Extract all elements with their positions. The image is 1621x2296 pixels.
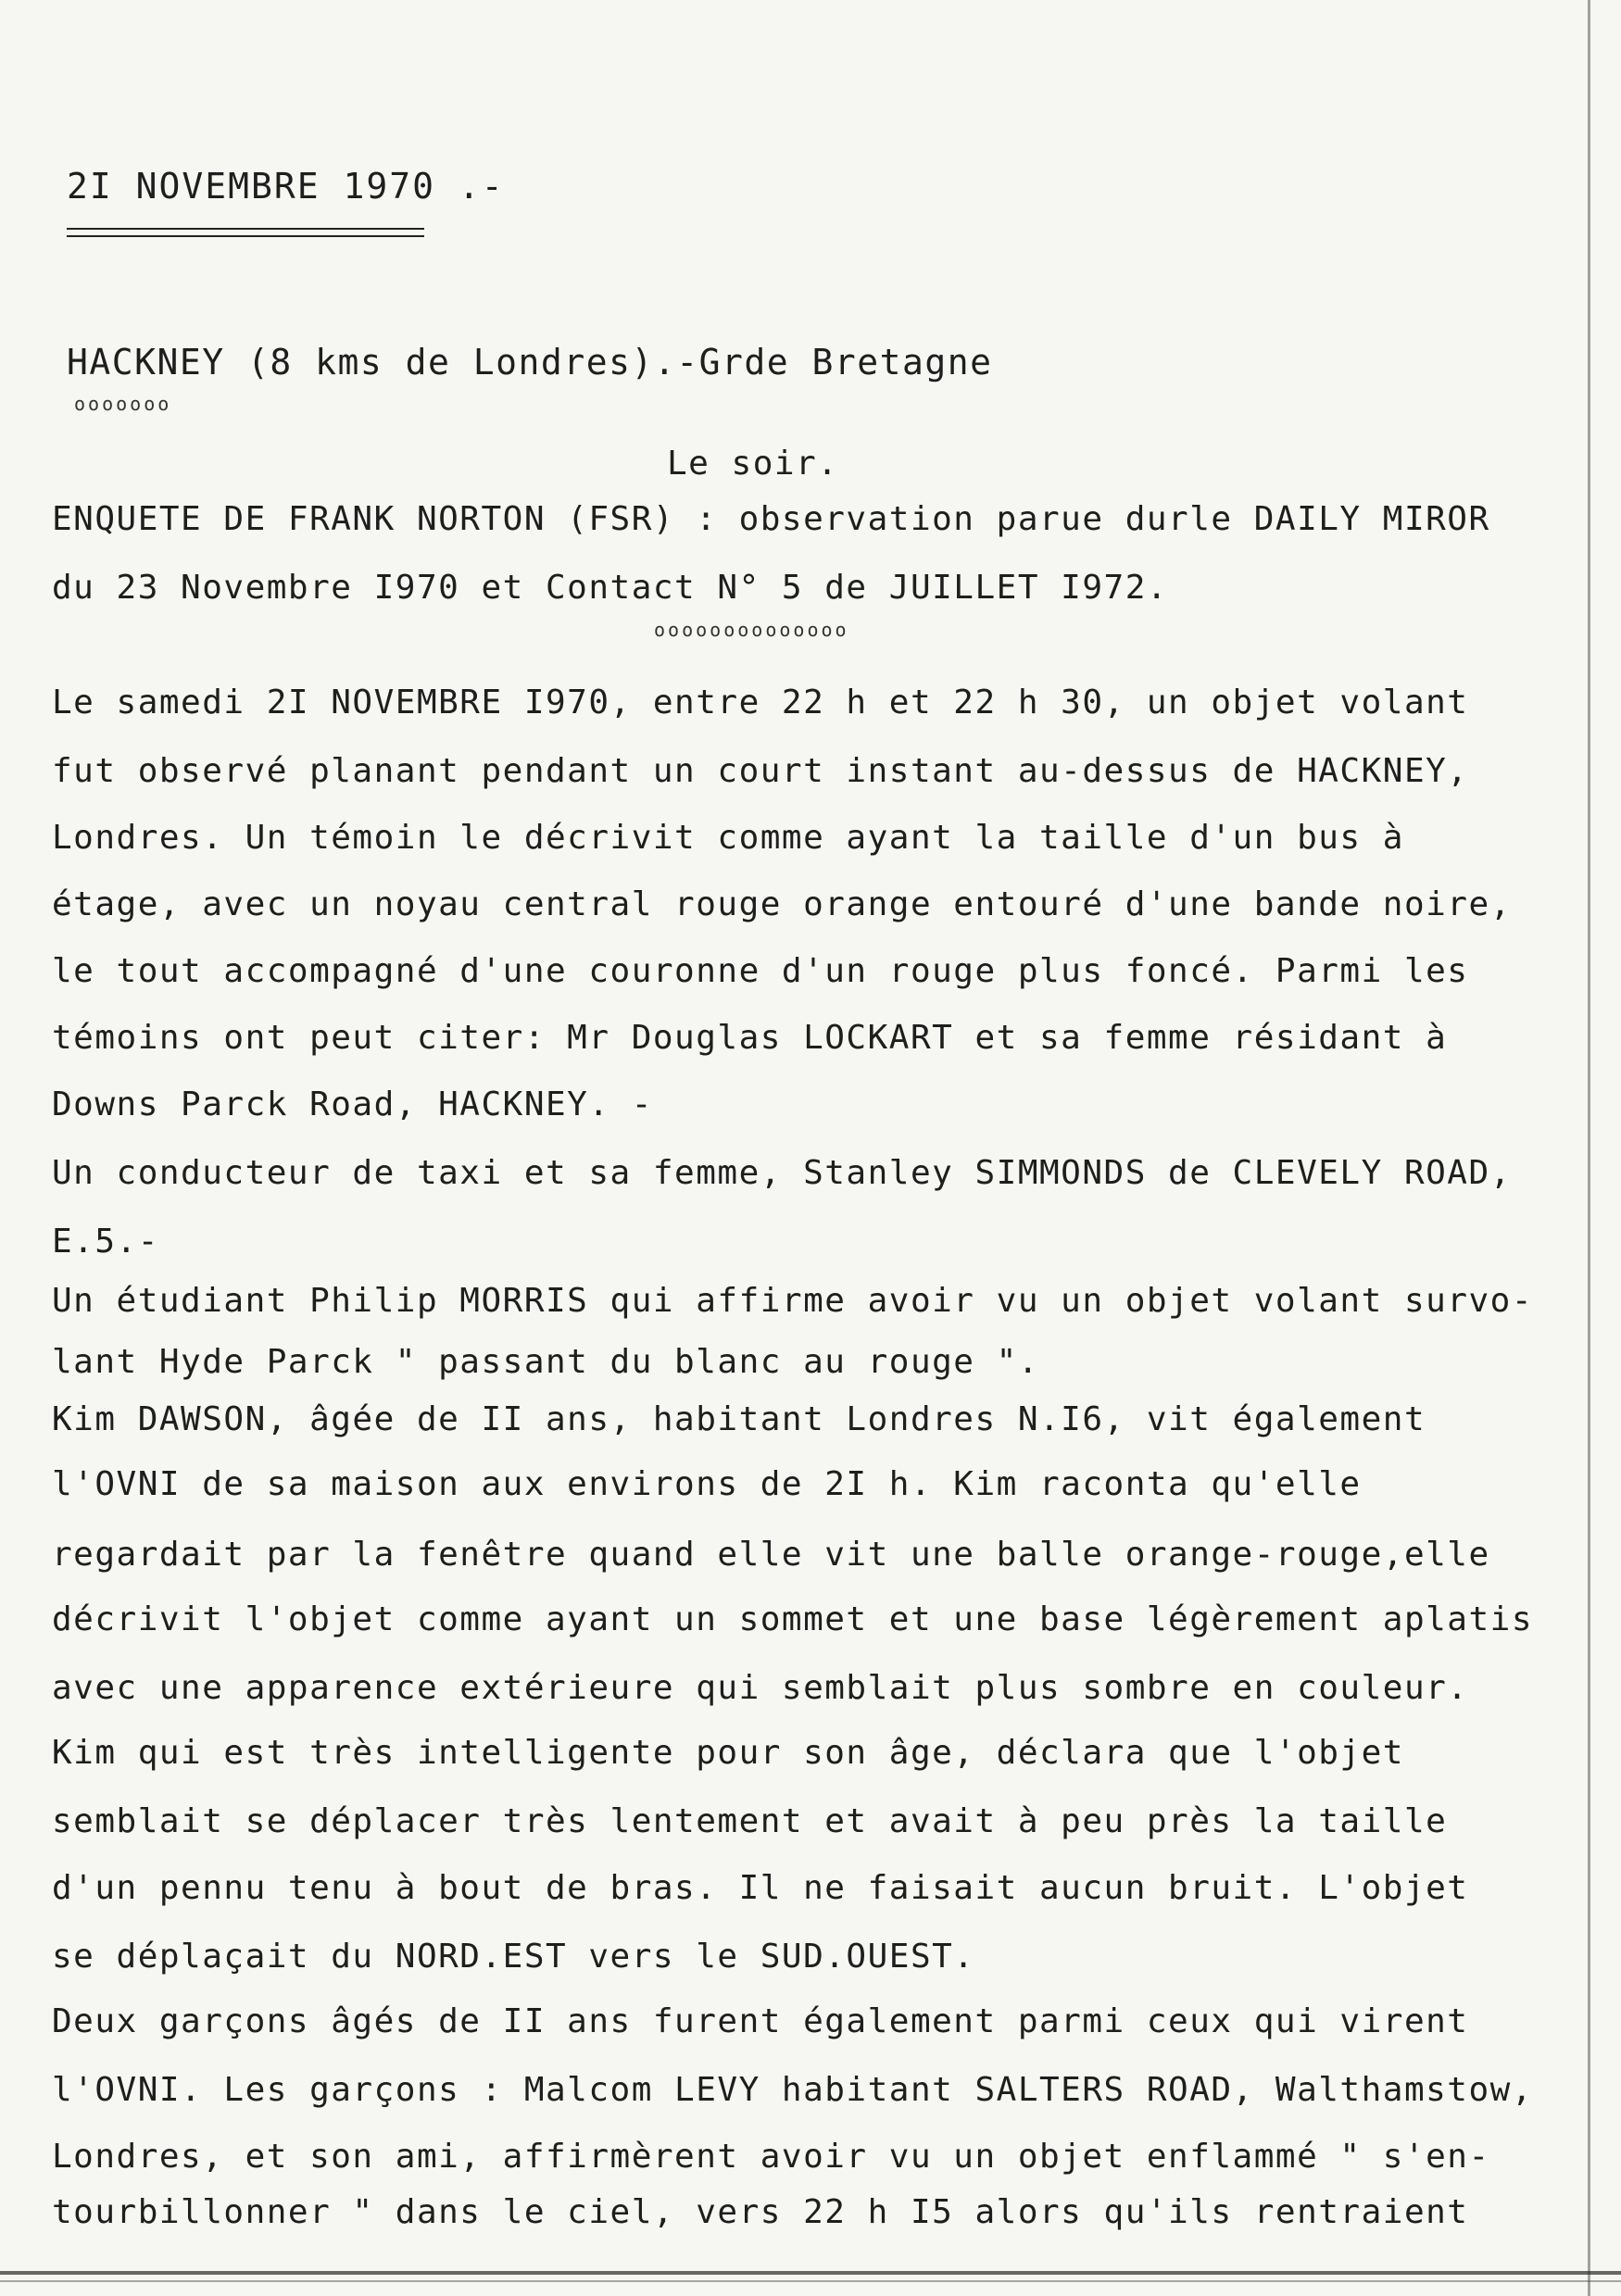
date-underline [67,228,424,230]
body-line: regardait par la fenêtre quand elle vit une balle orange-rouge,elle [52,1536,1490,1574]
source-underline-marks: oooooooooooooo [654,619,849,641]
date-underline-double [67,235,424,237]
body-line: avec une apparence extérieure qui semblait plus sombre en couleur. [52,1669,1469,1707]
source-line-1: ENQUETE DE FRANK NORTON (FSR) : observation parue durle DAILY MIROR [52,500,1490,538]
body-line: l'OVNI de sa maison aux environs de 2I h. Kim raconta qu'elle [52,1465,1362,1503]
body-line: Londres, et son ami, affirmèrent avoir vu un objet enflammé " s'en- [52,2138,1490,2176]
body-line: étage, avec un noyau central rouge orange entouré d'une bande noire, [52,885,1512,923]
body-line: semblait se déplacer très lentement et avait à peu près la taille [52,1802,1448,1840]
body-line: le tout accompagné d'une couronne d'un rouge plus foncé. Parmi les [52,952,1469,990]
body-line: Deux garçons âgés de II ans furent également parmi ceux qui virent [52,2002,1469,2040]
page-edge-right [1588,0,1590,2296]
body-line: Kim DAWSON, âgée de II ans, habitant Londres N.I6, vit également [52,1400,1426,1438]
body-line: Un conducteur de taxi et sa femme, Stanley SIMMONDS de CLEVELY ROAD, [52,1154,1512,1192]
page-edge-bottom [0,2271,1621,2275]
location-heading: HACKNEY (8 kms de Londres).-Grde Bretagne [67,342,993,383]
time-of-day: Le soir. [667,445,839,483]
page-edge-bottom-shadow [0,2280,1621,2282]
body-line: Kim qui est très intelligente pour son âge, déclara que l'objet [52,1734,1404,1772]
body-line: Londres. Un témoin le décrivit comme ayant la taille d'un bus à [52,819,1404,857]
body-line: tourbillonner " dans le ciel, vers 22 h I5 alors qu'ils rentraient [52,2193,1469,2231]
body-line: l'OVNI. Les garçons : Malcom LEVY habitant SALTERS ROAD, Walthamstow, [52,2071,1533,2109]
body-line: fut observé planant pendant un court instant au-dessus de HACKNEY, [52,752,1469,790]
body-line: Le samedi 2I NOVEMBRE I970, entre 22 h et 22 h 30, un objet volant [52,684,1469,721]
body-line: Un étudiant Philip MORRIS qui affirme avoir vu un objet volant survo- [52,1282,1533,1320]
body-line: témoins ont peut citer: Mr Douglas LOCKART et sa femme résidant à [52,1019,1448,1057]
body-line: décrivit l'objet comme ayant un sommet et une base légèrement aplatis [52,1600,1533,1638]
location-underline-marks: ooooooo [74,393,172,415]
body-line: Downs Parck Road, HACKNEY. - [52,1085,653,1123]
body-line: se déplaçait du NORD.EST vers le SUD.OUEST. [52,1938,975,1976]
report-date: 2I NOVEMBRE 1970 .- [67,166,505,207]
source-line-2: du 23 Novembre I970 et Contact N° 5 de JUILLET I972. [52,569,1169,607]
body-line: d'un pennu tenu à bout de bras. Il ne faisait aucun bruit. L'objet [52,1869,1469,1907]
body-line: E.5.- [52,1223,159,1261]
body-line: lant Hyde Parck " passant du blanc au rouge ". [52,1343,1039,1381]
